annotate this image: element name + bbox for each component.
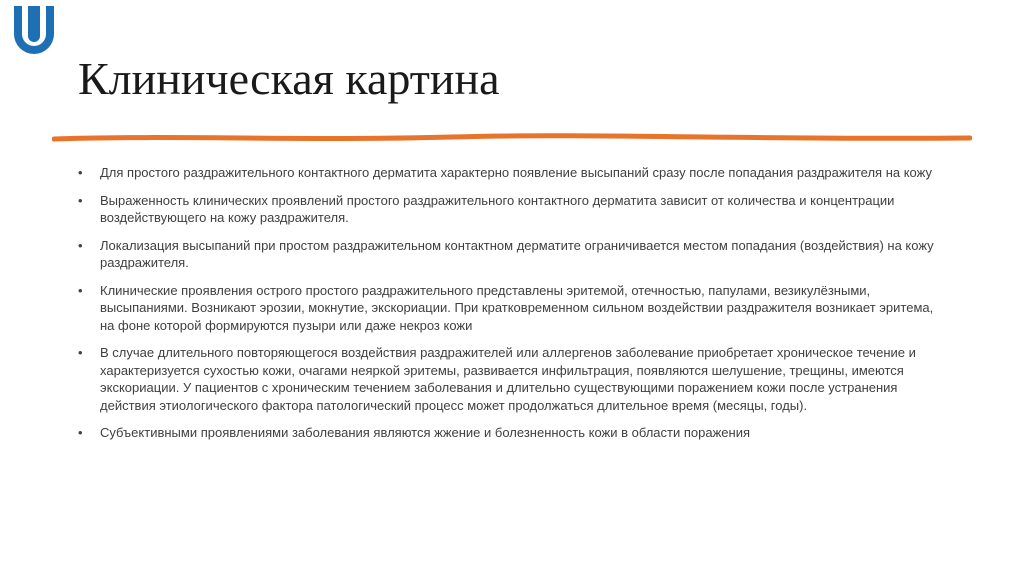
bullet-item	[78, 192, 948, 227]
title-divider	[52, 132, 972, 144]
bullet-item	[78, 344, 948, 414]
bullet-item	[78, 424, 948, 442]
university-logo-icon	[10, 4, 58, 56]
bullet-item	[78, 164, 948, 182]
bullet-item	[78, 282, 948, 335]
bullet-text: Субъективными проявлениями заболевания являются жжение и болезненность кожи в области поражения	[100, 425, 750, 440]
bullet-dot: •	[78, 345, 83, 360]
slide-title: Клиническая картина	[78, 53, 500, 104]
bullet-text: Выраженность клинических проявлений простого раздражительного контактного дерматита зависит от количества и концентрации воздействующего на кожу раздражителя.	[100, 192, 895, 225]
bullet-dot: •	[78, 165, 83, 180]
bullet-text: Для простого раздражительного контактного дерматита характерно появление высыпаний сразу после попадания раздражителя на кожу	[100, 165, 932, 180]
bullet-dot: •	[78, 192, 83, 208]
bullet-dot: •	[78, 282, 83, 298]
bullet-list	[78, 164, 948, 452]
bullet-dot: •	[78, 237, 83, 253]
bullet-text: В случае длительного повторяющегося воздействия раздражителей или аллергенов заболевание приобретает хроническое течение и характеризуется сухостью кожи, очагами неяркой эритемы, развивается инфильтрация, появляются шелушение, трещины, имеются экскориации. У пациентов с хроническим течением заболевания и длительно существующими поражением кожи после устранения действия этиологического фактора патологический процесс может продолжаться длительное время (месяцы, годы).	[100, 345, 916, 413]
bullet-text: Локализация высыпаний при простом раздражительном контактном дерматите ограничивается местом попадания (воздействия) на кожу раздражителя.	[100, 237, 934, 270]
bullet-item	[78, 237, 948, 272]
bullet-text: Клинические проявления острого простого раздражительного представлены эритемой, отечностью, папулами, везикулёзными, высыпаниями. Возникают эрозии, мокнутие, экскориации. При кратковременном сильном воздействии раздражителя возникает эритема, на фоне которой формируются пузыри или даже некроз кожи	[100, 282, 934, 333]
bullet-dot: •	[78, 425, 83, 440]
